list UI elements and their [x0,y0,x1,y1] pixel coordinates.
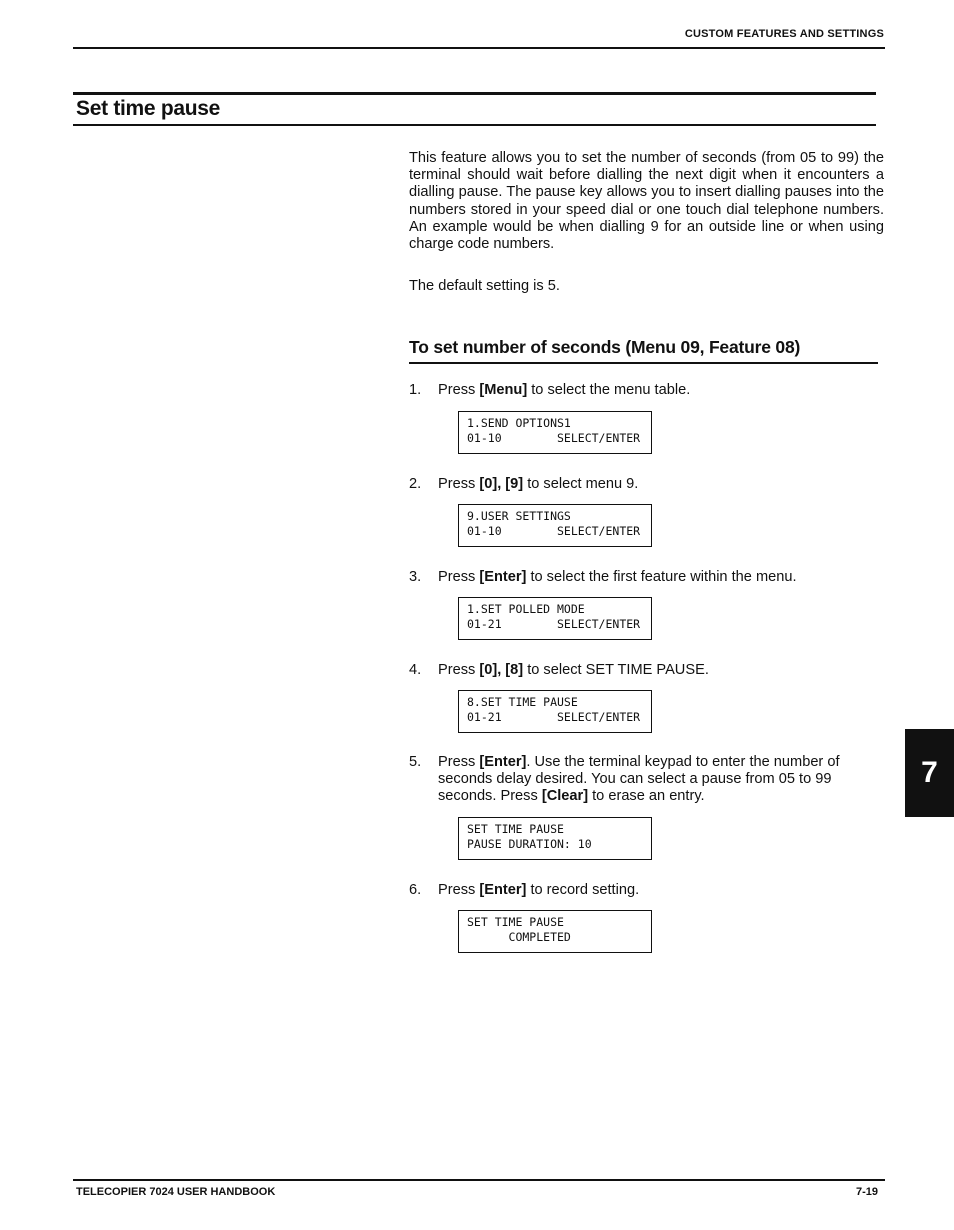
lcd-line-2: COMPLETED [467,929,571,944]
lcd-line-1: 1.SEND OPTIONS1 [467,416,571,430]
step-6 [409,882,869,899]
procedure-heading: To set number of seconds (Menu 09, Feature 08) [409,337,801,357]
lcd-line-1: 9.USER SETTINGS [467,509,571,523]
key-label: [Enter] [479,569,527,585]
step-text: Press [Menu] to select the menu table. [438,382,691,398]
footer-rule [73,1179,885,1181]
lcd-display-4 [458,690,652,733]
procedure-heading-rule [409,362,878,364]
step-text: Press [Enter] to record setting. [438,882,640,898]
step-1 [409,382,869,399]
lcd-line-1: 8.SET TIME PAUSE [467,695,578,709]
chapter-tab: 7 [905,729,954,817]
section-bottom-rule [73,124,876,126]
lcd-display-5 [458,817,652,860]
key-label: [0], [8] [479,662,524,678]
lcd-display-3 [458,597,652,640]
step-3 [409,569,869,586]
lcd-display-1 [458,411,652,454]
section-top-rule [73,92,876,95]
lcd-display-6 [458,910,652,953]
section-title: Set time pause [76,97,221,120]
step-text: Press [0], [8] to select SET TIME PAUSE. [438,662,709,678]
step-2 [409,476,869,493]
step-text: Press [Enter] to select the first feature within the menu. [438,569,797,585]
lcd-line-1: SET TIME PAUSE [467,915,564,929]
lcd-line-2: 01-21 SELECT/ENTER [467,709,641,724]
key-label: [Enter] [479,754,527,770]
intro-paragraph: This feature allows you to set the number of seconds (from 05 to 99) the terminal should wait before dialling the next digit when it encounters a dialling pause. The pause key allows you to insert dialling pauses into the numbers stored in your speed dial or one touch dial telephone numbers. An example would be when dialling 9 for an outside line or when using charge code numbers. [409,150,884,253]
step-number: 2. [409,476,422,492]
key-label: [Enter] [479,882,527,898]
key-label: [0], [9] [479,476,524,492]
lcd-line-1: 1.SET POLLED MODE [467,602,585,616]
step-text: Press [Enter]. Use the terminal keypad to enter the number of seconds delay desired. You can select a pause from 05 to 99 seconds. Press [Clear] to erase an entry. [438,754,840,805]
step-number: 1. [409,382,422,398]
step-number: 4. [409,662,422,678]
step-number: 6. [409,882,422,898]
step-5 [409,754,869,806]
running-header: CUSTOM FEATURES AND SETTINGS [684,28,884,40]
lcd-line-2: 01-10 SELECT/ENTER [467,523,641,538]
step-number: 3. [409,569,422,585]
key-label: [Menu] [479,382,528,398]
default-setting-text: The default setting is 5. [409,278,560,294]
step-4 [409,662,869,679]
page-number: 7-19 [855,1186,878,1198]
step-text: Press [0], [9] to select menu 9. [438,476,639,492]
lcd-line-2: 01-21 SELECT/ENTER [467,616,641,631]
header-rule [73,47,885,49]
lcd-line-2: PAUSE DURATION: 10 [467,836,592,851]
step-number: 5. [409,754,422,770]
footer-handbook-title: TELECOPIER 7024 USER HANDBOOK [76,1186,276,1198]
key-label: [Clear] [541,788,589,805]
lcd-display-2 [458,504,652,547]
lcd-line-2: 01-10 SELECT/ENTER [467,430,641,445]
lcd-line-1: SET TIME PAUSE [467,822,564,836]
